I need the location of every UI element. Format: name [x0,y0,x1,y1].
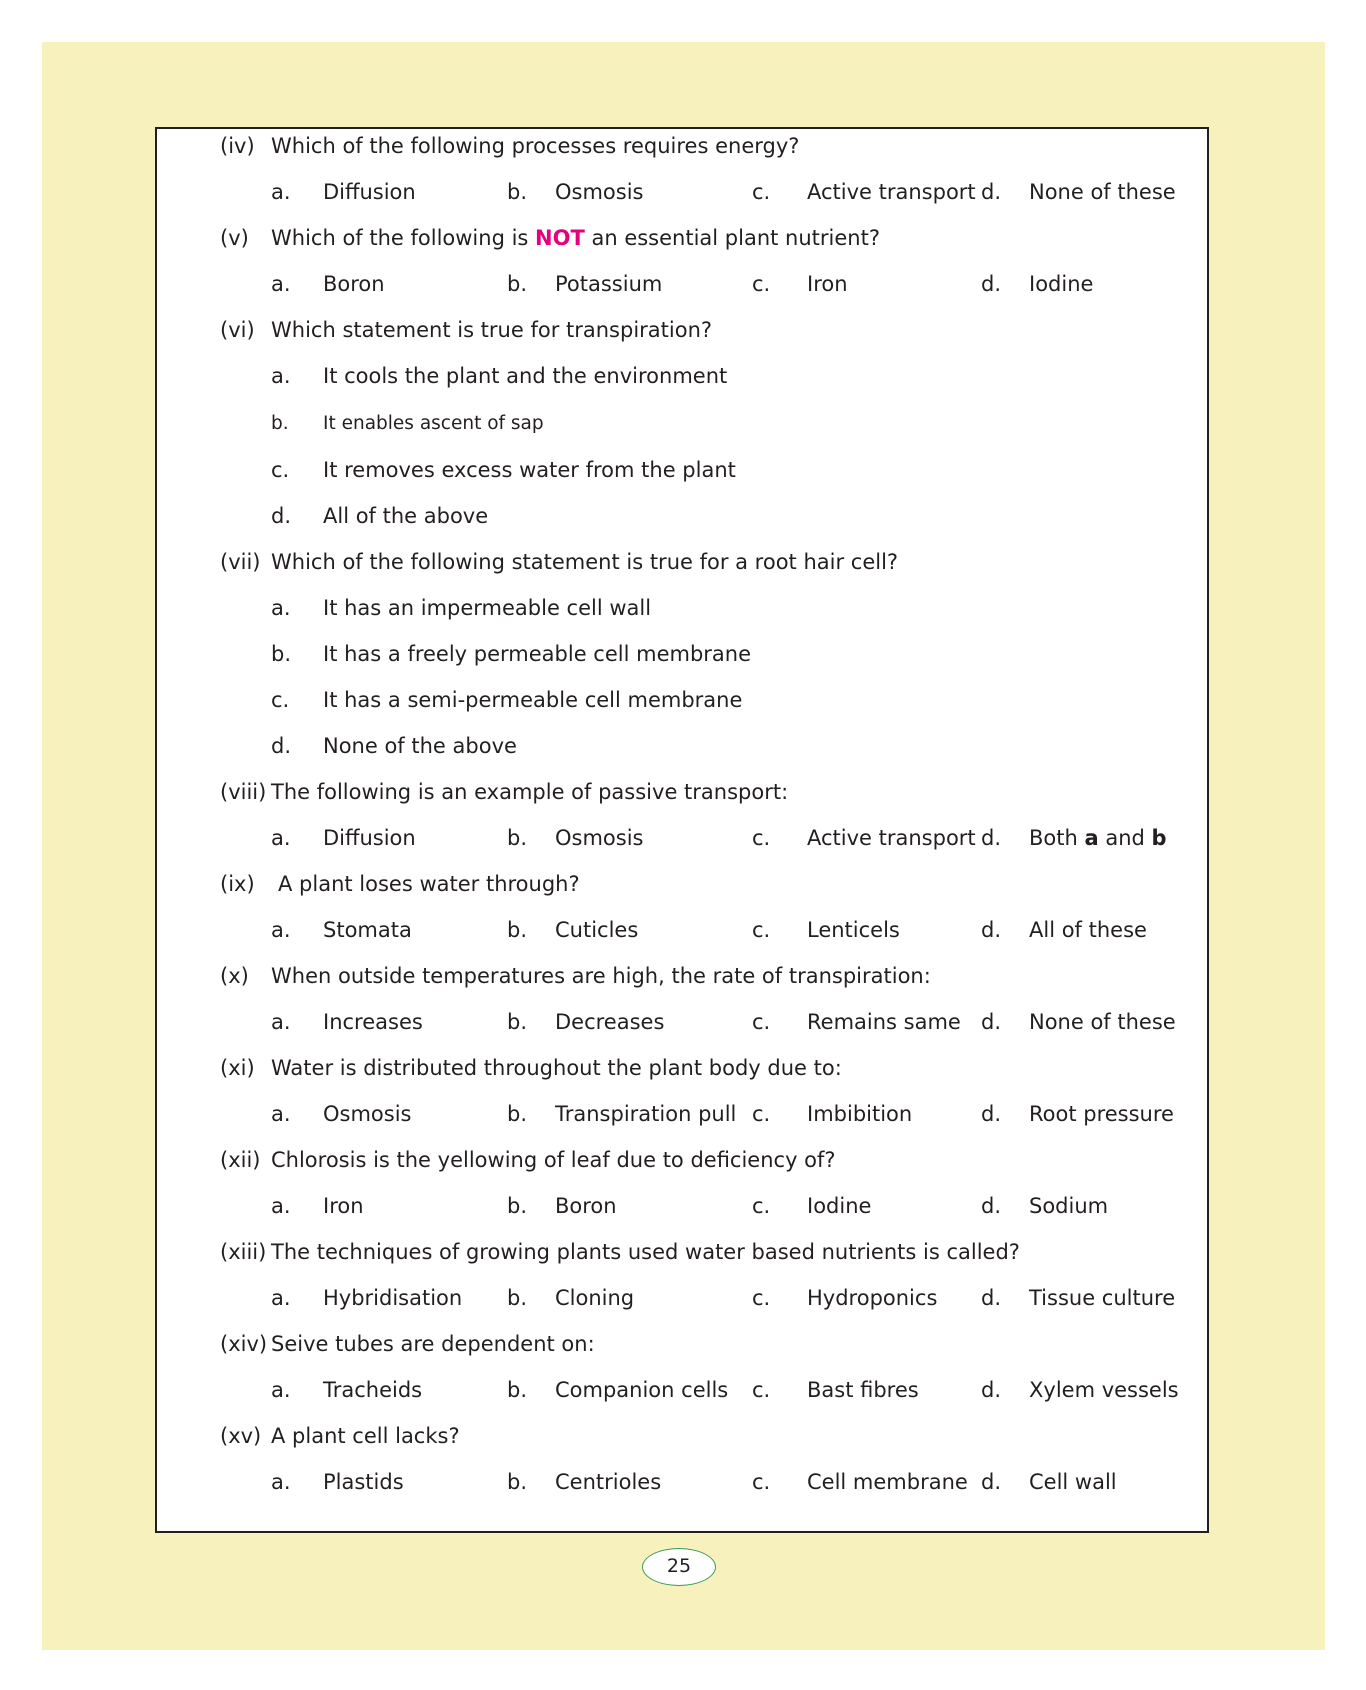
question-row [157,1137,1207,1183]
option-letter: a. [271,1286,291,1310]
option-letter: d. [981,918,1002,942]
question-row [157,1045,1207,1091]
option-text: Cell membrane [807,1470,968,1494]
option-text: Hybridisation [323,1286,463,1310]
option-text: Tracheids [323,1378,423,1402]
option-letter: d. [271,734,292,758]
option-letter: b. [507,180,528,204]
option-text: Iron [807,272,848,296]
question-number: (x) [220,964,249,988]
option-text: Active transport [807,180,976,204]
option-letter: c. [752,1378,771,1402]
option-letter: a. [271,1378,291,1402]
option-letter: b. [507,1286,528,1310]
options-row [157,1459,1207,1505]
question-number: (xii) [220,1148,261,1172]
option-letter: c. [752,1470,771,1494]
question-row [157,1229,1207,1275]
option-letter: d. [981,1194,1002,1218]
option-letter: a. [271,1194,291,1218]
option-text: Decreases [555,1010,665,1034]
option-text: Diffusion [323,180,416,204]
option-letter: b. [507,1010,528,1034]
question-number: (viii) [220,780,267,804]
option-row [157,631,1207,677]
question-row [157,861,1207,907]
question-row [157,1413,1207,1459]
question-text: Which of the following statement is true for a root hair cell? [271,550,899,574]
options-row [157,999,1207,1045]
option-row [157,723,1207,769]
option-row [157,585,1207,631]
option-letter: d. [981,1286,1002,1310]
option-text: Companion cells [555,1378,729,1402]
option-letter: d. [981,180,1002,204]
option-letter: a. [271,1470,291,1494]
question-text: Chlorosis is the yellowing of leaf due to deficiency of? [271,1148,836,1172]
option-letter: a. [271,826,291,850]
question-number: (xiv) [220,1332,268,1356]
option-text: Potassium [555,272,663,296]
option-letter: d. [981,1378,1002,1402]
option-text: It cools the plant and the environment [323,364,728,388]
option-letter: b. [507,826,528,850]
question-text-end: an essential plant nutrient? [584,226,880,250]
question-row [157,953,1207,999]
question-text: When outside temperatures are high, the rate of transpiration: [271,964,931,988]
option-letter: b. [507,918,528,942]
option-row [157,353,1207,399]
option-text: None of the above [323,734,517,758]
option-letter: a. [271,596,291,620]
question-number: (iv) [220,134,255,158]
option-letter: c. [752,272,771,296]
question-text: The techniques of growing plants used water based nutrients is called? [271,1240,1020,1264]
options-row [157,169,1207,215]
option-text: Remains same [807,1010,961,1034]
question-number: (v) [220,226,249,250]
question-number: (vii) [220,550,261,574]
option-letter: b. [507,1378,528,1402]
question-text: The following is an example of passive transport: [271,780,789,804]
question-row [157,215,1207,261]
option-text: Plastids [323,1470,404,1494]
option-row [157,447,1207,493]
option-letter: d. [981,1470,1002,1494]
question-text: Which statement is true for transpiration? [271,318,713,342]
question-text-start: Which of the following is [271,226,536,250]
options-row [157,1367,1207,1413]
option-text: All of the above [323,504,489,528]
bold-a: a [1084,826,1099,850]
option-letter: c. [752,1194,771,1218]
option-row [157,493,1207,539]
option-letter: c. [752,180,771,204]
option-text: Boron [323,272,385,296]
option-text: Diffusion [323,826,416,850]
option-letter: d. [981,272,1002,296]
option-letter: c. [271,688,290,712]
question-row [157,769,1207,815]
question-text [271,215,880,261]
options-row [157,1183,1207,1229]
option-text-prefix: Both [1029,826,1085,850]
option-letter: a. [271,272,291,296]
option-letter: b. [507,1194,528,1218]
option-text: Cell wall [1029,1470,1117,1494]
option-letter: d. [981,1102,1002,1126]
option-letter: d. [981,826,1002,850]
option-letter: b. [507,1470,528,1494]
option-text: Osmosis [555,826,644,850]
question-text: A plant cell lacks? [271,1424,460,1448]
option-text: Xylem vessels [1029,1378,1179,1402]
question-row [157,1321,1207,1367]
option-letter: a. [271,1010,291,1034]
options-row [157,907,1207,953]
option-letter: a. [271,364,291,388]
option-text: It has a semi-permeable cell membrane [323,688,743,712]
question-box [155,127,1209,1533]
option-text: Iron [323,1194,364,1218]
question-text: Which of the following processes requires energy? [271,134,800,158]
question-number: (xiii) [220,1240,267,1264]
question-number: (ix) [220,872,255,896]
option-letter: c. [752,918,771,942]
option-text: Iodine [807,1194,872,1218]
option-text: Imbibition [807,1102,913,1126]
option-letter: d. [981,1010,1002,1034]
option-text: None of these [1029,1010,1176,1034]
option-text: All of these [1029,918,1147,942]
option-text: Cloning [555,1286,635,1310]
option-letter: c. [271,458,290,482]
option-text: Active transport [807,826,976,850]
options-row [157,1091,1207,1137]
option-letter: b. [507,272,528,296]
option-letter: d. [271,504,292,528]
option-letter: b. [271,642,292,666]
option-text: Hydroponics [807,1286,938,1310]
option-letter: a. [271,918,291,942]
emphasis-not: NOT [535,226,585,250]
question-number: (xi) [220,1056,255,1080]
question-row [157,123,1207,169]
page-number: 25 [642,1548,716,1586]
option-letter: b. [507,1102,528,1126]
option-text: Root pressure [1029,1102,1174,1126]
option-text: Osmosis [323,1102,412,1126]
option-letter: c. [752,1286,771,1310]
option-text: Increases [323,1010,423,1034]
question-text: Water is distributed throughout the plant body due to: [271,1056,842,1080]
question-text: Seive tubes are dependent on: [271,1332,595,1356]
option-text: Osmosis [555,180,644,204]
option-text [1029,815,1167,861]
option-text: None of these [1029,180,1176,204]
option-text: Cuticles [555,918,639,942]
option-letter: a. [271,1102,291,1126]
option-text-mid: and [1098,826,1152,850]
option-text: Boron [555,1194,617,1218]
question-number: (vi) [220,318,255,342]
option-text: It enables ascent of sap [323,413,544,434]
bold-b: b [1151,826,1167,850]
option-text: Iodine [1029,272,1094,296]
option-text: It removes excess water from the plant [323,458,736,482]
option-row [157,677,1207,723]
question-row [157,307,1207,353]
option-text: Sodium [1029,1194,1109,1218]
option-text: Bast fibres [807,1378,919,1402]
option-text: Stomata [323,918,412,942]
option-letter: c. [752,1010,771,1034]
option-text: Transpiration pull [555,1102,737,1126]
question-row [157,539,1207,585]
option-letter: a. [271,180,291,204]
option-letter: b. [271,413,289,434]
option-text: It has an impermeable cell wall [323,596,652,620]
option-row [157,401,1207,447]
question-text: A plant loses water through? [278,872,580,896]
option-letter: c. [752,1102,771,1126]
option-text: Centrioles [555,1470,662,1494]
options-row [157,815,1207,861]
options-row [157,1275,1207,1321]
option-text: Tissue culture [1029,1286,1176,1310]
question-number: (xv) [220,1424,262,1448]
option-text: It has a freely permeable cell membrane [323,642,752,666]
option-text: Lenticels [807,918,900,942]
option-letter: c. [752,826,771,850]
options-row [157,261,1207,307]
